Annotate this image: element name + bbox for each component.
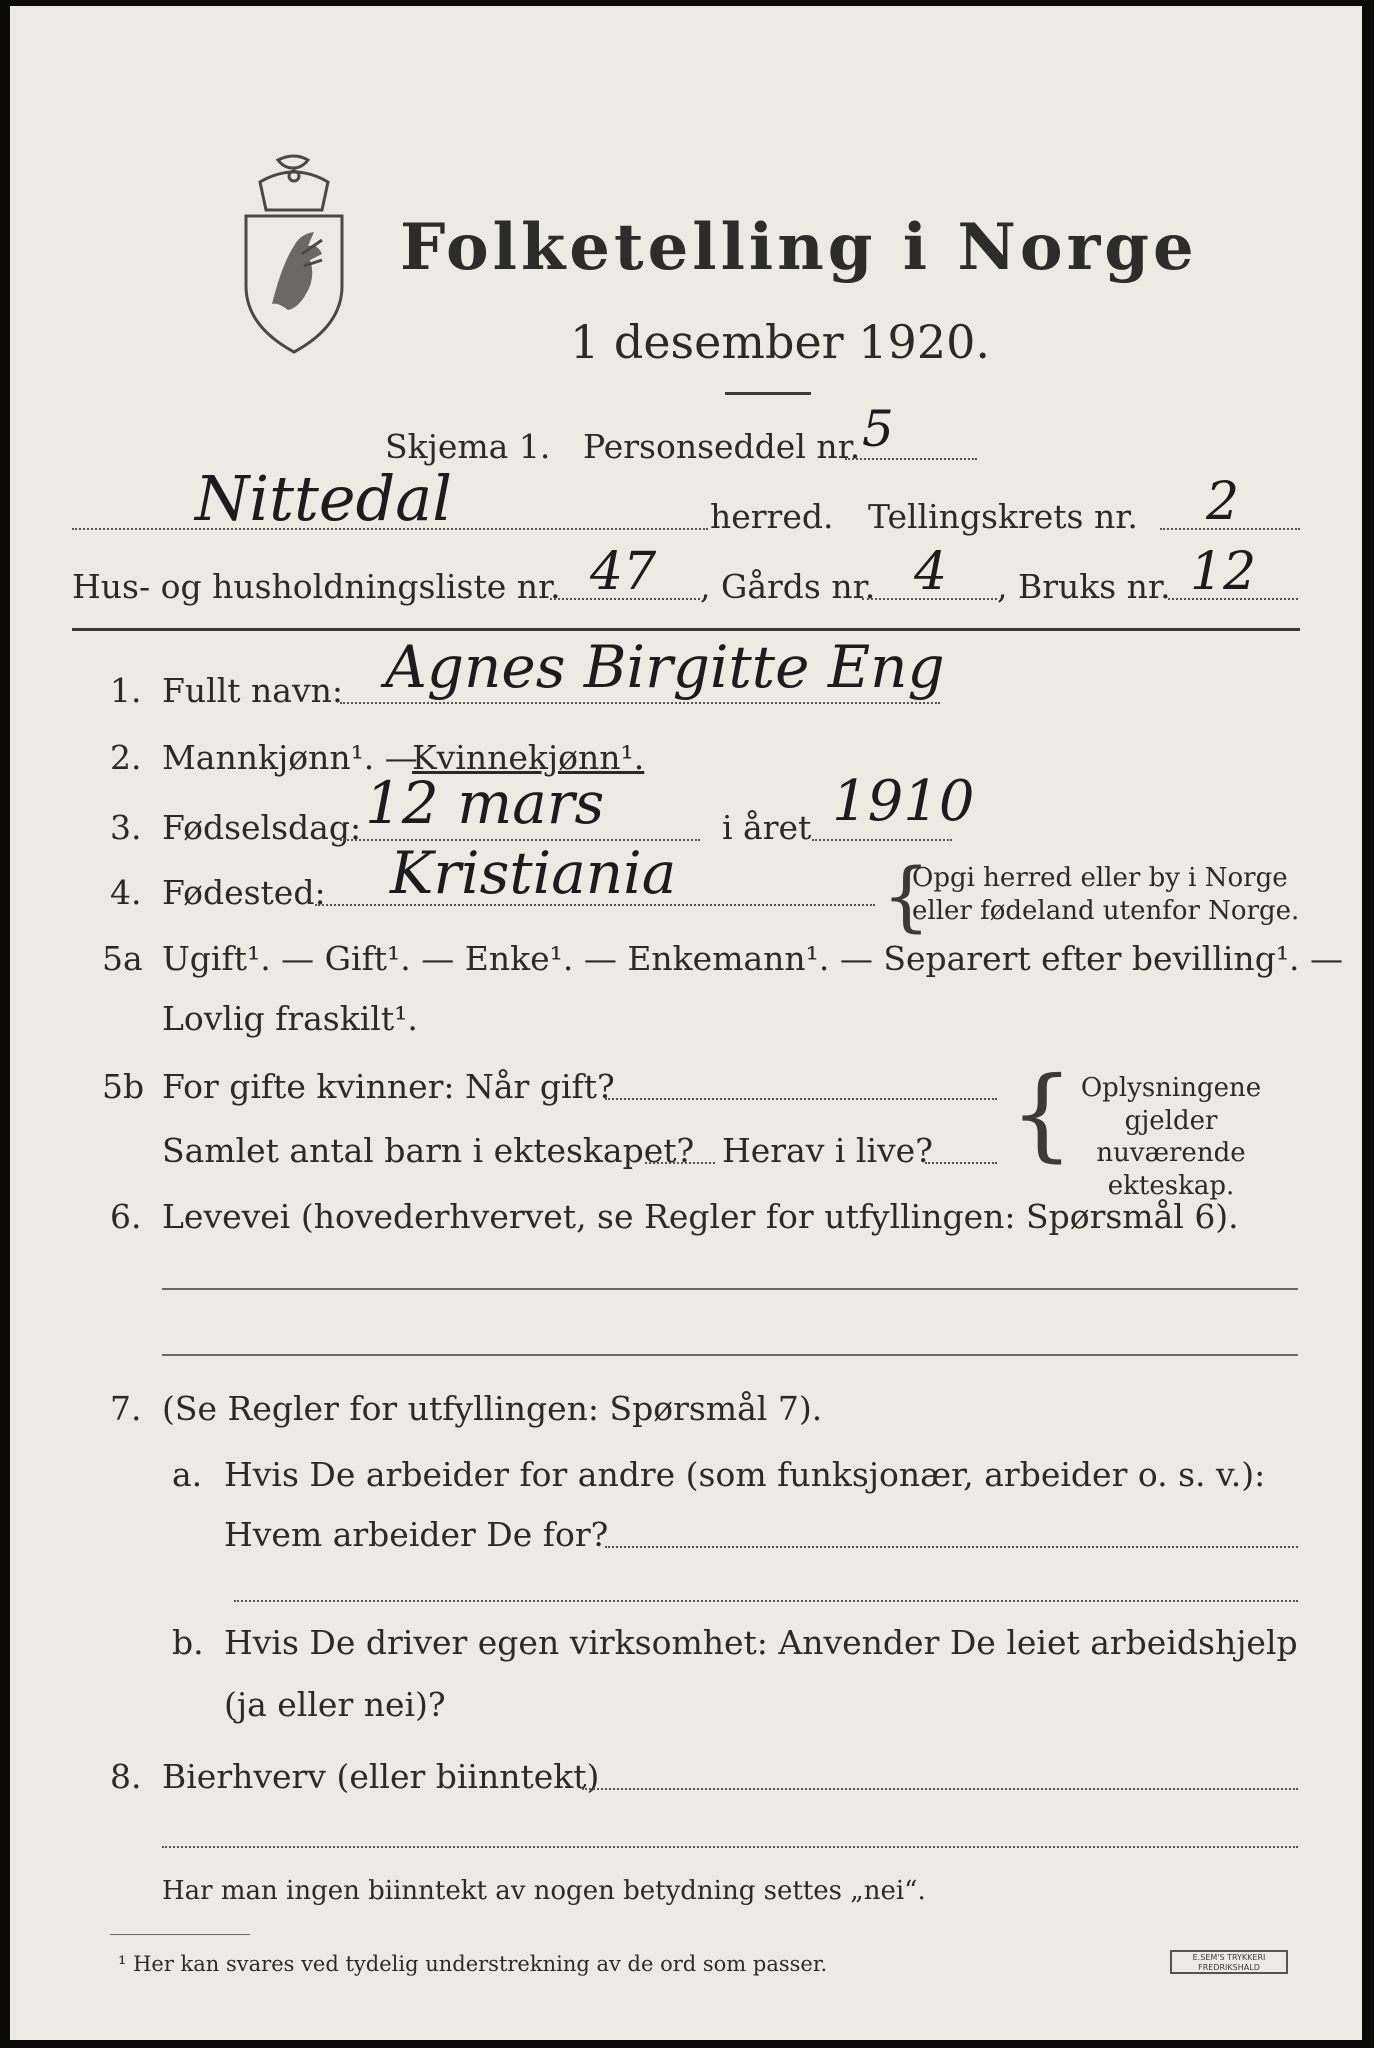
q5a-line1: Ugift¹. — Gift¹. — Enke¹. — Enkemann¹. — Separert efter bevilling¹. —	[162, 939, 1344, 978]
q5a-line2: Lovlig fraskilt¹.	[162, 999, 418, 1038]
q5b-herav: Herav i live?	[722, 1131, 933, 1170]
footnote: ¹ Her kan svares ved tydelig understrekning av de ord som passer.	[118, 1952, 828, 1976]
q2-number: 2.	[110, 738, 142, 777]
q5a-number: 5a	[102, 939, 143, 978]
q6-label: Levevei (hovederhvervet, se Regler for utfyllingen: Spørsmål 6).	[162, 1197, 1239, 1236]
gards-label: , Gårds nr.	[700, 567, 876, 606]
q7b-line2: (ja eller nei)?	[224, 1685, 446, 1724]
herred-label: herred.	[710, 497, 834, 536]
q4-number: 4.	[110, 873, 142, 912]
printer-stamp: E.SEM'S TRYKKERI FREDRIKSHALD	[1170, 1950, 1288, 1974]
q5b-note-line1: Oplysningene	[1080, 1073, 1262, 1103]
q2-female-underlined: Kvinnekjønn¹.	[412, 738, 645, 777]
q5b-number: 5b	[102, 1067, 145, 1106]
bruks-value: 12	[1190, 542, 1257, 602]
q7a-line1: Hvis De arbeider for andre (som funksjonær, arbeider o. s. v.):	[224, 1455, 1266, 1494]
q2-male: Mannkjønn¹. —	[162, 738, 418, 777]
personseddel-label: Personseddel nr.	[583, 427, 861, 466]
q4-birthplace: Kristiania	[390, 839, 677, 907]
personseddel-value: 5	[862, 400, 894, 458]
q3-birthdate: 12 mars	[365, 769, 605, 837]
q3-number: 3.	[110, 808, 142, 847]
q7a-line2: Hvem arbeider De for?	[224, 1515, 609, 1554]
q7a-letter: a.	[172, 1455, 203, 1494]
q5b-line1: For gifte kvinner: Når gift?	[162, 1067, 615, 1106]
q3-birth-year: 1910	[832, 769, 975, 834]
herred-value: Nittedal	[195, 462, 453, 535]
q5b-note-line3: ekteskap.	[1107, 1170, 1235, 1201]
q3-year-label: i året	[722, 808, 812, 847]
tellingskrets-label: Tellingskrets nr.	[868, 497, 1138, 536]
q4-label: Fødested:	[162, 873, 326, 912]
q7-label: (Se Regler for utfyllingen: Spørsmål 7).	[162, 1389, 823, 1428]
q1-label: Fullt navn:	[162, 671, 343, 710]
husliste-label: Hus- og husholdningsliste nr.	[72, 567, 561, 606]
gards-value: 4	[914, 542, 948, 602]
q1-number: 1.	[110, 671, 142, 710]
section-rule	[72, 628, 1300, 631]
q1-full-name: Agnes Birgitte Eng	[385, 633, 945, 701]
form-date: 1 desember 1920.	[570, 315, 990, 369]
skjema-label: Skjema 1.	[385, 427, 551, 466]
q7b-line1: Hvis De driver egen virksomhet: Anvender De leiet arbeidshjelp	[224, 1623, 1298, 1662]
tellingskrets-value: 2	[1206, 472, 1240, 532]
husliste-value: 47	[590, 542, 657, 602]
bruks-label: , Bruks nr.	[997, 567, 1171, 606]
q4-note-line2: eller fødeland utenfor Norge.	[912, 895, 1300, 926]
q7-number: 7.	[110, 1389, 142, 1428]
q5b-note-line2: gjelder nuværende	[1096, 1105, 1246, 1168]
title-rule	[725, 392, 811, 395]
q7b-letter: b.	[172, 1623, 204, 1662]
q4-note-line1: Opgi herred eller by i Norge	[912, 863, 1288, 893]
q8-note: Har man ingen biinntekt av nogen betydning settes „nei“.	[162, 1876, 926, 1906]
q6-number: 6.	[110, 1197, 142, 1236]
q3-label: Fødselsdag:	[162, 808, 362, 847]
q8-number: 8.	[110, 1757, 142, 1796]
coat-of-arms-icon	[232, 154, 356, 358]
q5b-line2: Samlet antal barn i ekteskapet?	[162, 1131, 695, 1170]
form-title: Folketelling i Norge	[400, 210, 1198, 285]
census-form-page: Folketelling i Norge 1 desember 1920. Skjema 1. Personseddel nr. 5 Nittedal herred. Tellingskrets nr. 2 Hus- og husholdningsliste nr. 47 , Gårds nr. 4 , Bruks nr. 12 1. Fullt navn: Agnes Birgitte Eng 2. Mannkjønn¹. — Kvinnekjønn¹. 3. Fødselsdag: 12 mars i året 1910 4. Fødested: Kristiania { Opgi herred eller by i Norge eller fødeland utenfor Norge. 5a Ugift¹. — Gift¹. — Enke¹. — Enkemann¹. — Separert efter bevilling¹. — Lovlig fraskilt¹. 5b For gifte kvinner: Når gift? Samlet antal barn i ekteskapet? Herav i live? { Oplysningene gjelder nuværende ekteskap. 6. Levevei (hovederhvervet, se Regler for utfyllingen: Spørsmål 6). 7. (Se Regler for utfyllingen: Spørsmål 7). a. Hvis De arbeider for andre (som funksjonær, arbeider o. s. v.): Hvem arbeider De for? b. Hvis De driver egen virksomhet: Anvender De leiet arbeidshjelp (ja eller nei)? 8. Bierhverv (eller biinntekt) Har man ingen biinntekt av nogen betydning settes „nei“. ¹ Her kan svares ved tydelig understrekning av de ord som passer. E.SEM'S TRYKKERI FREDRIKSHALD	[10, 6, 1362, 2040]
q8-label: Bierhverv (eller biinntekt)	[162, 1757, 600, 1796]
